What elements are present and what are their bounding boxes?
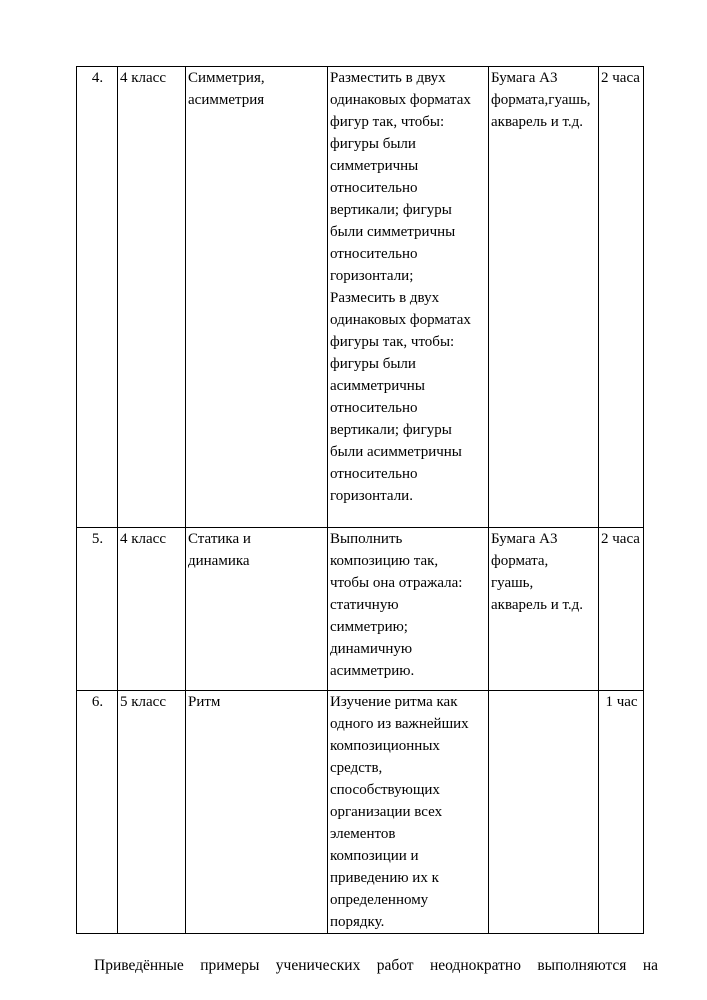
table-row (77, 528, 644, 691)
materials: Бумага А3 формата,гуашь, акварель и т.д. (491, 70, 591, 130)
grade-cell (118, 528, 186, 691)
table-row (77, 691, 644, 934)
grade: 5 класс (120, 694, 166, 710)
hours: 1 час (605, 694, 638, 710)
topic: Симметрия, асимметрия (188, 70, 265, 108)
task: Выполнить композицию так, чтобы она отражала: статичную симметрию; динамичную асимметрию. (330, 531, 463, 679)
row-number: 6. (91, 694, 104, 710)
lesson-plan-table (76, 66, 644, 934)
task: Разместить в двух одинаковых форматах фигур так, чтобы: фигуры были симметричны относительно вертикали; фигуры были симметричны относительно горизонтали; Размесить в двух одинаковых форматах фигуры так, чтобы: фигуры были асимметричны относительно вертикали; фигуры были асимметричны относительно горизонтали. (330, 70, 471, 504)
materials-cell (489, 691, 599, 934)
hours-cell (599, 528, 644, 691)
topic: Статика и динамика (188, 531, 251, 569)
topic: Ритм (188, 694, 221, 710)
row-number-cell (77, 67, 118, 528)
materials: Бумага А3 формата, гуашь, акварель и т.д. (491, 531, 584, 613)
body-paragraph: Приведённые примеры ученических работ неоднократно выполняются на (94, 957, 658, 974)
topic-cell (186, 691, 328, 934)
grade: 4 класс (120, 531, 166, 547)
hours: 2 часа (601, 70, 640, 86)
grade: 4 класс (120, 70, 166, 86)
row-number: 5. (91, 531, 104, 547)
hours: 2 часа (601, 531, 640, 547)
hours-cell (599, 691, 644, 934)
topic-cell (186, 528, 328, 691)
materials-cell (489, 67, 599, 528)
row-number: 4. (91, 70, 104, 86)
topic-cell (186, 67, 328, 528)
table-row (77, 67, 644, 528)
task-cell (328, 528, 489, 691)
task-cell (328, 67, 489, 528)
row-number-cell (77, 691, 118, 934)
row-number-cell (77, 528, 118, 691)
hours-cell (599, 67, 644, 528)
grade-cell (118, 67, 186, 528)
task-cell (328, 691, 489, 934)
materials-cell (489, 528, 599, 691)
task: Изучение ритма как одного из важнейших композиционных средств, способствующих организации всех элементов композиции и приведению их к определенному порядку. (330, 694, 469, 930)
grade-cell (118, 691, 186, 934)
